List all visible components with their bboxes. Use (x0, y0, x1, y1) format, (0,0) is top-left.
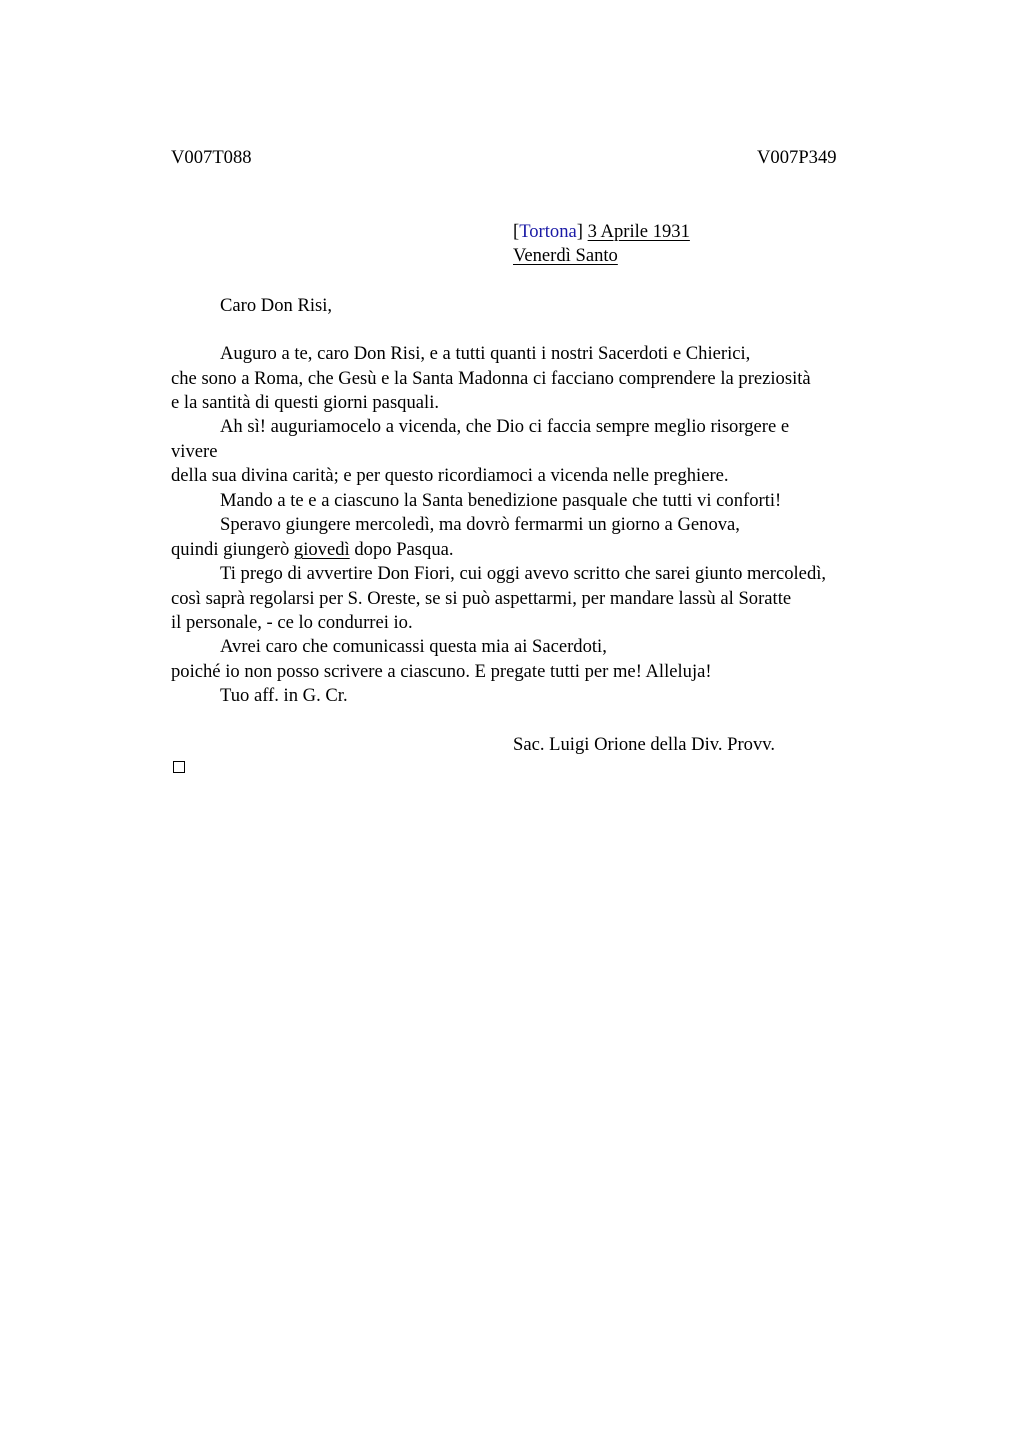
body-line: e la santità di questi giorni pasquali. (171, 392, 440, 413)
body-line (171, 538, 454, 562)
body-line: poiché io non posso scrivere a ciascuno. E pregate tutti per me! Alleluja! (171, 661, 712, 682)
body-line: vivere (171, 441, 218, 462)
body-line: Ah sì! auguriamocelo a vicenda, che Dio ci faccia sempre meglio risorgere e (220, 416, 790, 437)
body-text: dopo Pasqua. (349, 539, 454, 560)
end-box-icon (173, 761, 185, 773)
body-line: Auguro a te, caro Don Risi, e a tutti quanti i nostri Sacerdoti e Chierici, (220, 343, 751, 364)
body-line: Speravo giungere mercoledì, ma dovrò fermarmi un giorno a Genova, (220, 514, 740, 535)
underlined-word: giovedì (293, 539, 350, 560)
body-text: quindi giungerò (171, 539, 294, 560)
dateline-place: Tortona (519, 221, 577, 242)
body-line: Avrei caro che comunicassi questa mia ai Sacerdoti, (220, 636, 607, 657)
body-line: il personale, - ce lo condurrei io. (171, 612, 413, 633)
body-line: così saprà regolarsi per S. Oreste, se si può aspettarmi, per mandare lassù al Soratte (171, 588, 792, 609)
dateline-close-bracket: ] (576, 221, 583, 242)
body-line: Mando a te e a ciascuno la Santa benedizione pasquale che tutti vi conforti! (220, 490, 782, 511)
dateline-day: Venerdì Santo (513, 245, 618, 266)
salutation: Caro Don Risi, (220, 295, 333, 316)
closing: Tuo aff. in G. Cr. (220, 685, 348, 706)
header-left-code: V007T088 (171, 147, 252, 168)
body-line: Ti prego di avvertire Don Fiori, cui oggi avevo scritto che sarei giunto mercoledì, (220, 563, 827, 584)
signature: Sac. Luigi Orione della Div. Provv. (513, 734, 775, 755)
body-line: che sono a Roma, che Gesù e la Santa Madonna ci facciano comprendere la preziosità (171, 368, 811, 389)
body-line: della sua divina carità; e per questo ricordiamoci a vicenda nelle preghiere. (171, 465, 729, 486)
dateline-date: 3 Aprile 1931 (587, 221, 690, 242)
dateline-open-bracket: [ (513, 221, 520, 242)
dateline (513, 220, 690, 244)
header-right-code: V007P349 (757, 147, 837, 168)
